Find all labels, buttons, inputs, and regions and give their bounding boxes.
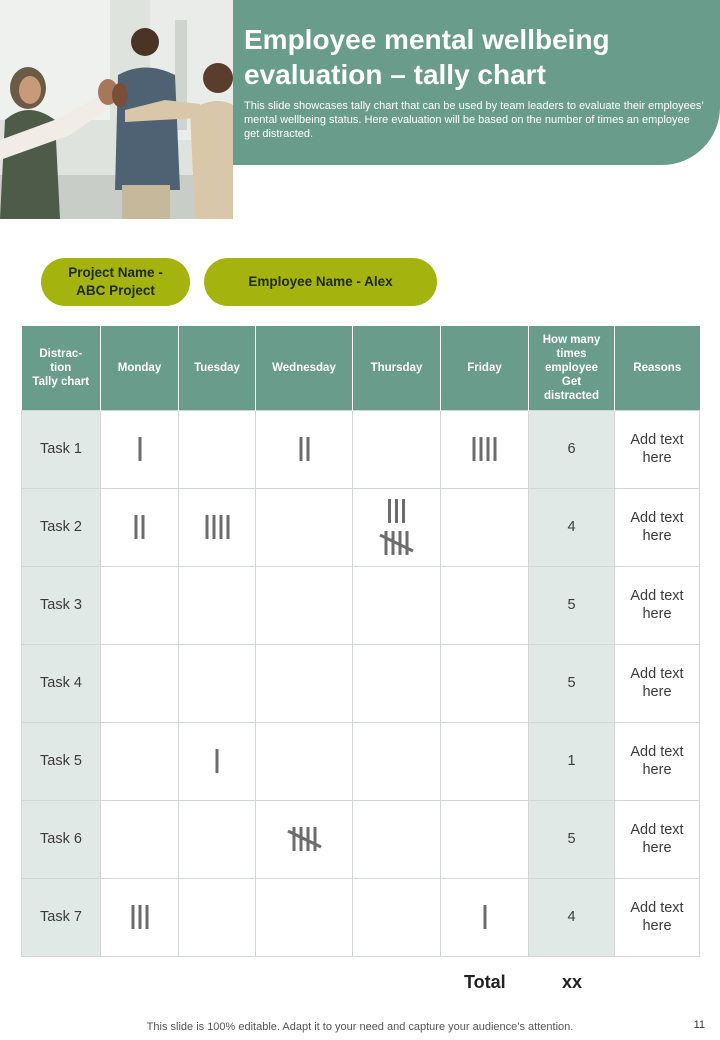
tally-cell-thursday (353, 410, 441, 488)
header-tuesday: Tuesday (179, 326, 256, 410)
header-wednesday: Wednesday (256, 326, 353, 410)
header-thursday: Thursday (353, 326, 441, 410)
reason-text-line1: Add text (630, 900, 684, 916)
reason-text-line1: Add text (630, 510, 684, 526)
page-number: 11 (693, 1019, 705, 1031)
tally-cell-wednesday (256, 410, 353, 488)
tally-cell-tuesday (179, 722, 256, 800)
tally-cell-wednesday (256, 566, 353, 644)
total-label: Total (464, 972, 506, 992)
header-reasons: Reasons (615, 326, 700, 410)
table-header-row (22, 326, 700, 410)
tally-cell-friday (441, 878, 529, 956)
project-name-line1: Project Name - (68, 265, 163, 280)
task-label: Task 2 (22, 488, 101, 566)
header-friday: Friday (441, 326, 529, 410)
reason-cell (615, 722, 700, 800)
tally-cell-wednesday (256, 800, 353, 878)
tally-cell-friday (441, 800, 529, 878)
total-value: xx (562, 972, 583, 992)
table-row (22, 410, 700, 488)
tally-cell-tuesday (179, 878, 256, 956)
distraction-count: 1 (529, 722, 615, 800)
task-label: Task 6 (22, 800, 101, 878)
table-row (22, 566, 700, 644)
table-row (22, 488, 700, 566)
tally-cell-wednesday (256, 878, 353, 956)
reason-text-line2: here (642, 684, 672, 700)
tally-cell-tuesday (179, 566, 256, 644)
project-name-line2: ABC Project (76, 283, 155, 298)
reason-text-line2: here (642, 606, 672, 622)
task-label: Task 5 (22, 722, 101, 800)
tally-cell-friday (441, 566, 529, 644)
header-times-distracted: How many times employee Get distracted (529, 326, 615, 410)
tally-mark-icon (132, 435, 148, 463)
distraction-count: 4 (529, 488, 615, 566)
tally-mark-icon (477, 903, 493, 931)
employee-name-pill (204, 258, 437, 306)
tally-cell-wednesday (256, 644, 353, 722)
tally-cell-wednesday (256, 722, 353, 800)
table-row (22, 800, 700, 878)
reason-text-line1: Add text (630, 744, 684, 760)
tally-cell-monday (101, 488, 179, 566)
tally-cell-tuesday (179, 800, 256, 878)
tally-mark-icon (466, 435, 503, 463)
task-label: Task 3 (22, 566, 101, 644)
project-name-pill (41, 258, 190, 306)
task-label: Task 1 (22, 410, 101, 488)
tally-mark-icon (199, 513, 236, 541)
tally-cell-monday (101, 722, 179, 800)
table-row (22, 644, 700, 722)
reason-cell (615, 488, 700, 566)
tally-table (21, 326, 700, 957)
page-description: This slide showcases tally chart that can be used by team leaders to evaluate their employees’ mental wellbeing status. Here evaluation will be based on the number of times an employee get distracted. (244, 100, 704, 140)
reason-cell (615, 800, 700, 878)
distraction-count: 5 (529, 566, 615, 644)
reason-text-line1: Add text (630, 822, 684, 838)
table-row (22, 722, 700, 800)
tally-cell-wednesday (256, 488, 353, 566)
reason-text-line2: here (642, 918, 672, 934)
task-label: Task 4 (22, 644, 101, 722)
distraction-count: 6 (529, 410, 615, 488)
tally-cell-monday (101, 410, 179, 488)
page-title: Employee mental wellbeing evaluation – tally chart (244, 24, 610, 90)
tally-cell-tuesday (179, 410, 256, 488)
tally-cell-thursday (353, 878, 441, 956)
tally-cell-tuesday (179, 644, 256, 722)
tally-cell-friday (441, 644, 529, 722)
tally-mark-icon (128, 513, 151, 541)
tally-mark-icon (209, 747, 225, 775)
reason-text-line2: here (642, 528, 672, 544)
reason-cell (615, 644, 700, 722)
tally-cell-friday (441, 410, 529, 488)
tally-cell-tuesday (179, 488, 256, 566)
header-distraction: Distrac- tion Tally chart (22, 326, 101, 410)
footer-note: This slide is 100% editable. Adapt it to your need and capture your audience’s attention. (146, 1021, 574, 1033)
tally-cell-monday (101, 800, 179, 878)
tally-mark-icon (376, 497, 417, 557)
distraction-count: 4 (529, 878, 615, 956)
tally-cell-monday (101, 644, 179, 722)
task-label: Task 7 (22, 878, 101, 956)
tally-mark-icon (125, 903, 155, 931)
tally-cell-thursday (353, 566, 441, 644)
employee-name-label: Employee Name - Alex (248, 274, 393, 289)
reason-cell (615, 566, 700, 644)
table-body (22, 410, 700, 956)
title-banner (233, 0, 720, 165)
distraction-count: 5 (529, 800, 615, 878)
reason-cell (615, 410, 700, 488)
header-monday: Monday (101, 326, 179, 410)
tally-cell-thursday (353, 488, 441, 566)
reason-text-line1: Add text (630, 432, 684, 448)
tally-cell-monday (101, 566, 179, 644)
reason-text-line1: Add text (630, 588, 684, 604)
tally-cell-friday (441, 722, 529, 800)
table-row (22, 878, 700, 956)
tally-cell-thursday (353, 800, 441, 878)
tally-mark-icon (286, 825, 323, 853)
tally-cell-friday (441, 488, 529, 566)
tally-cell-thursday (353, 644, 441, 722)
tally-mark-icon (293, 435, 316, 463)
reason-text-line2: here (642, 450, 672, 466)
reason-text-line2: here (642, 840, 672, 856)
reason-text-line1: Add text (630, 666, 684, 682)
reason-text-line2: here (642, 762, 672, 778)
tally-cell-thursday (353, 722, 441, 800)
reason-cell (615, 878, 700, 956)
distraction-count: 5 (529, 644, 615, 722)
tally-cell-monday (101, 878, 179, 956)
team-high-five-photo (0, 0, 233, 219)
